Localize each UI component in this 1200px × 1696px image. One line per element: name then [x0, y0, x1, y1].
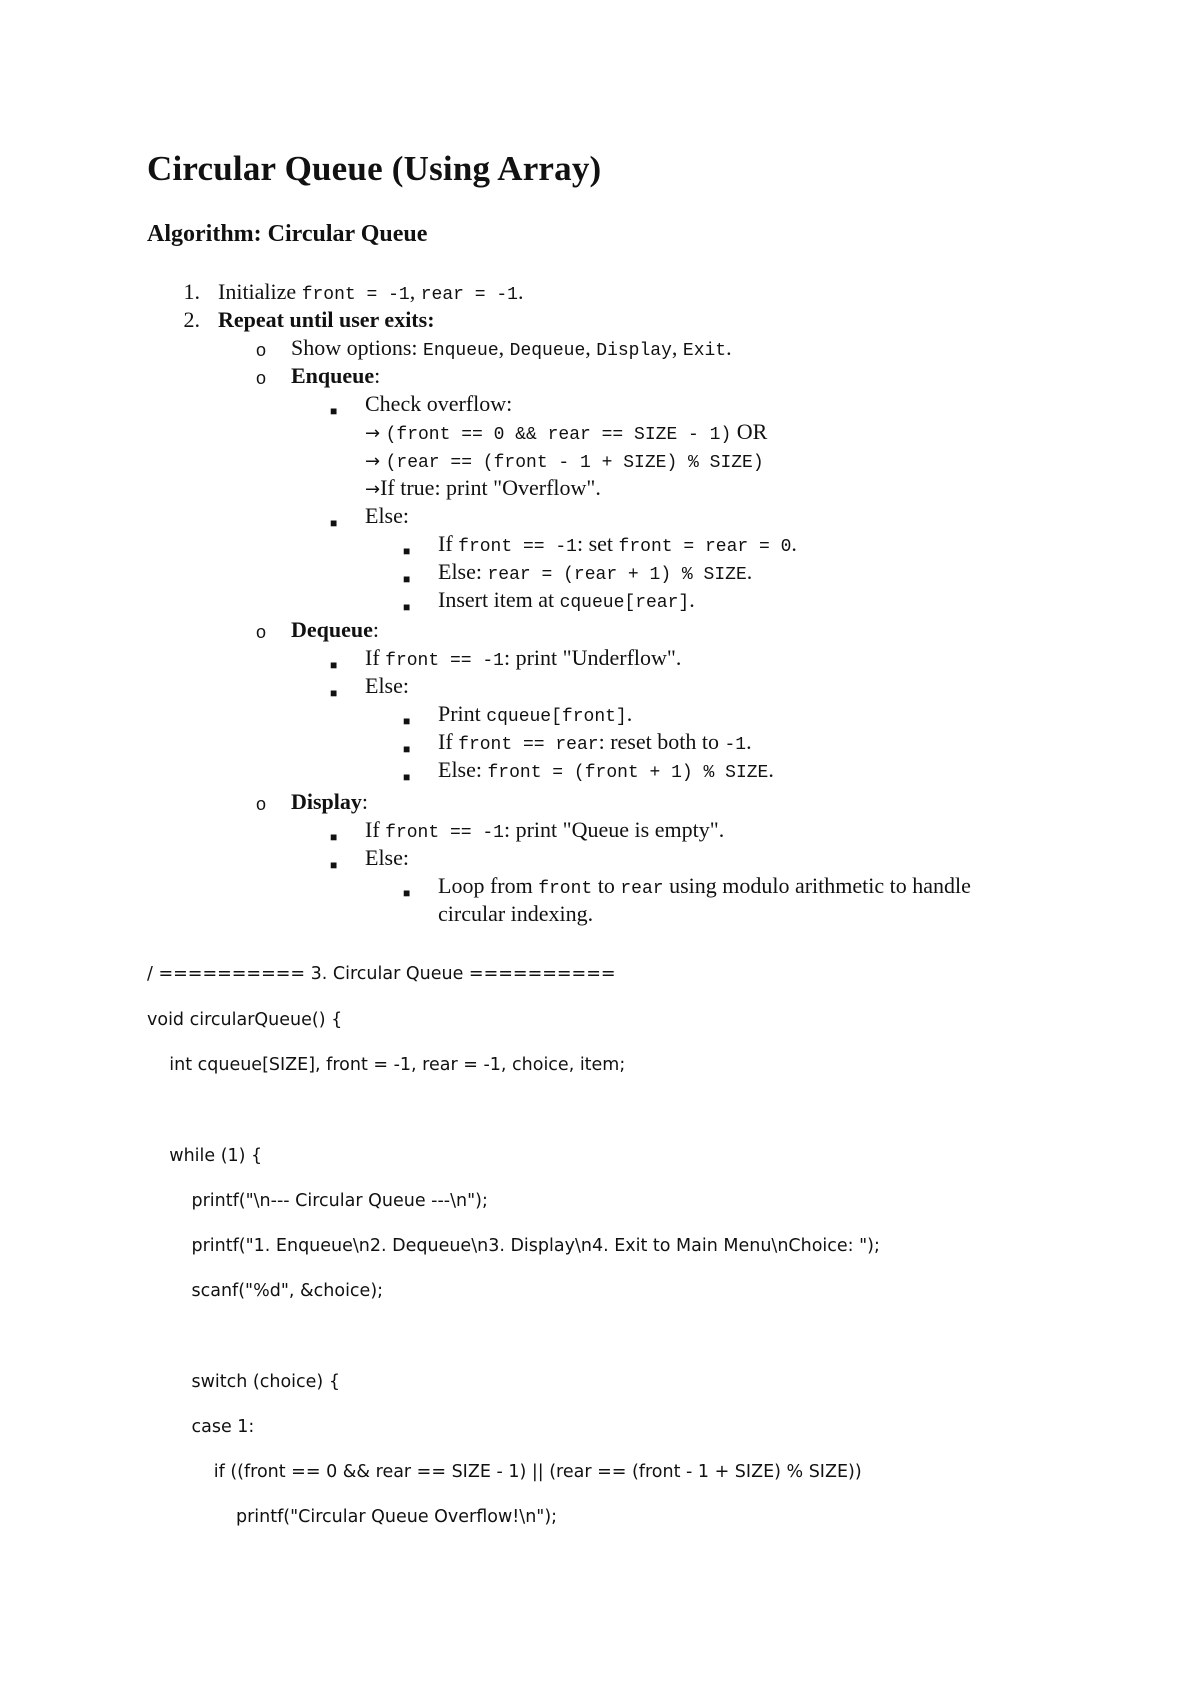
option-dequeue: Dequeue: [509, 341, 586, 361]
step-1-number: 1.: [183, 279, 200, 304]
square-bullet-icon: ■: [403, 770, 411, 784]
option-exit: Exit: [682, 341, 727, 361]
square-bullet-icon: ■: [330, 658, 338, 672]
code-line: int cqueue[SIZE], front = -1, rear = -1, choice, item;: [147, 1055, 626, 1075]
right-arrow-icon: →: [365, 479, 381, 500]
enqueue-cond-2: → (rear == (front - 1 + SIZE) % SIZE): [365, 451, 764, 473]
code-line: while (1) {: [147, 1146, 263, 1166]
option-enqueue: Enqueue: [423, 341, 499, 361]
option-display: Display: [596, 341, 672, 361]
dequeue-label: Dequeue: [291, 617, 373, 642]
square-bullet-icon: ■: [403, 714, 411, 728]
code-line: printf("1. Enqueue\n2. Dequeue\n3. Display\n4. Exit to Main Menu\nChoice: ");: [147, 1236, 880, 1256]
square-bullet-icon: ■: [330, 686, 338, 700]
code-line: scanf("%d", &choice);: [147, 1281, 384, 1301]
square-bullet-icon: ■: [403, 742, 411, 756]
code-line: printf("\n--- Circular Queue ---\n");: [147, 1191, 488, 1211]
circle-bullet-icon: o: [256, 794, 267, 814]
circle-bullet-icon: o: [256, 622, 267, 642]
square-bullet-icon: ■: [403, 572, 411, 586]
code-line: switch (choice) {: [147, 1372, 340, 1392]
square-bullet-icon: ■: [403, 600, 411, 614]
square-bullet-icon: ■: [330, 830, 338, 844]
square-bullet-icon: ■: [403, 544, 411, 558]
algorithm-heading: Algorithm: Circular Queue: [147, 221, 428, 247]
code-line: case 1:: [147, 1417, 255, 1437]
step-2-text: Repeat until user exits:: [218, 307, 435, 332]
square-bullet-icon: ■: [330, 516, 338, 530]
enqueue-if-true: →If true: print "Overflow".: [365, 475, 601, 500]
square-bullet-icon: ■: [330, 858, 338, 872]
code-line: / ========== 3. Circular Queue ==========: [147, 964, 616, 984]
enqueue-cond-1: → (front == 0 && rear == SIZE - 1) OR: [365, 419, 768, 445]
right-arrow-icon: →: [365, 451, 381, 472]
display-else-1-cont: circular indexing.: [438, 901, 594, 926]
square-bullet-icon: ■: [330, 404, 338, 418]
circle-bullet-icon: o: [256, 368, 267, 388]
code-front-init: front = -1: [301, 285, 410, 305]
code-rear-init: rear = -1: [420, 285, 518, 305]
document-page: Circular Queue (Using Array) Algorithm: Circular Queue 1. Initialize front = -1, rear = -1. 2. Repeat until user exits: o Show options: Enqueue, Dequeue, Display, Exit. o Enqueue: ■ Check overflow: → (front == 0 && rear == SIZE - 1) OR → (rear == (front - 1 + SIZE) % SIZE) →If true: print "Overflow". ■ Else: ■ If front == -1: set front = rear = 0. ■ Else: rear = (rear + 1) % SIZE. ■ Insert item at cqueue[rear]. o Dequeue: ■ If front == -1: print "Underflow". ■ Else: ■ Print cqueue[front]. ■ If front == rear: reset both to -1. ■ Else: front = (front + 1) % SIZE. o Display: ■ If front == -1: print "Queue is empty". ■ Else: ■ Loop from front to rear using modulo arithmetic to handle circular indexing. / ========== 3. Circular Queue ========== void circularQueue() { int cqueue[SIZE], front = -1, rear = -1, choice, item; while (1) { printf("\n--- Circular Queue ---\n"); printf("1. Enqueue\n2. Dequeue\n3. Display\n4. Exit to Main Menu\nChoice: "); scanf("%d", &choice); switch (choice) { case 1: if ((front == 0 && rear == SIZE - 1) || (rear == (front - 1 + SIZE) % SIZE)) printf("Circular Queue Overflow!\n");: [0, 0, 1200, 1696]
circle-bullet-icon: o: [256, 340, 267, 360]
page-title: Circular Queue (Using Array): [147, 149, 602, 188]
code-line: printf("Circular Queue Overflow!\n");: [147, 1507, 558, 1527]
enqueue-label: Enqueue: [291, 363, 375, 388]
step-2-number: 2.: [183, 307, 200, 332]
display-label: Display: [291, 789, 362, 814]
square-bullet-icon: ■: [403, 886, 411, 900]
code-line: if ((front == 0 && rear == SIZE - 1) || (rear == (front - 1 + SIZE) % SIZE)): [147, 1462, 862, 1482]
right-arrow-icon: →: [365, 423, 381, 444]
code-line: void circularQueue() {: [147, 1010, 343, 1030]
